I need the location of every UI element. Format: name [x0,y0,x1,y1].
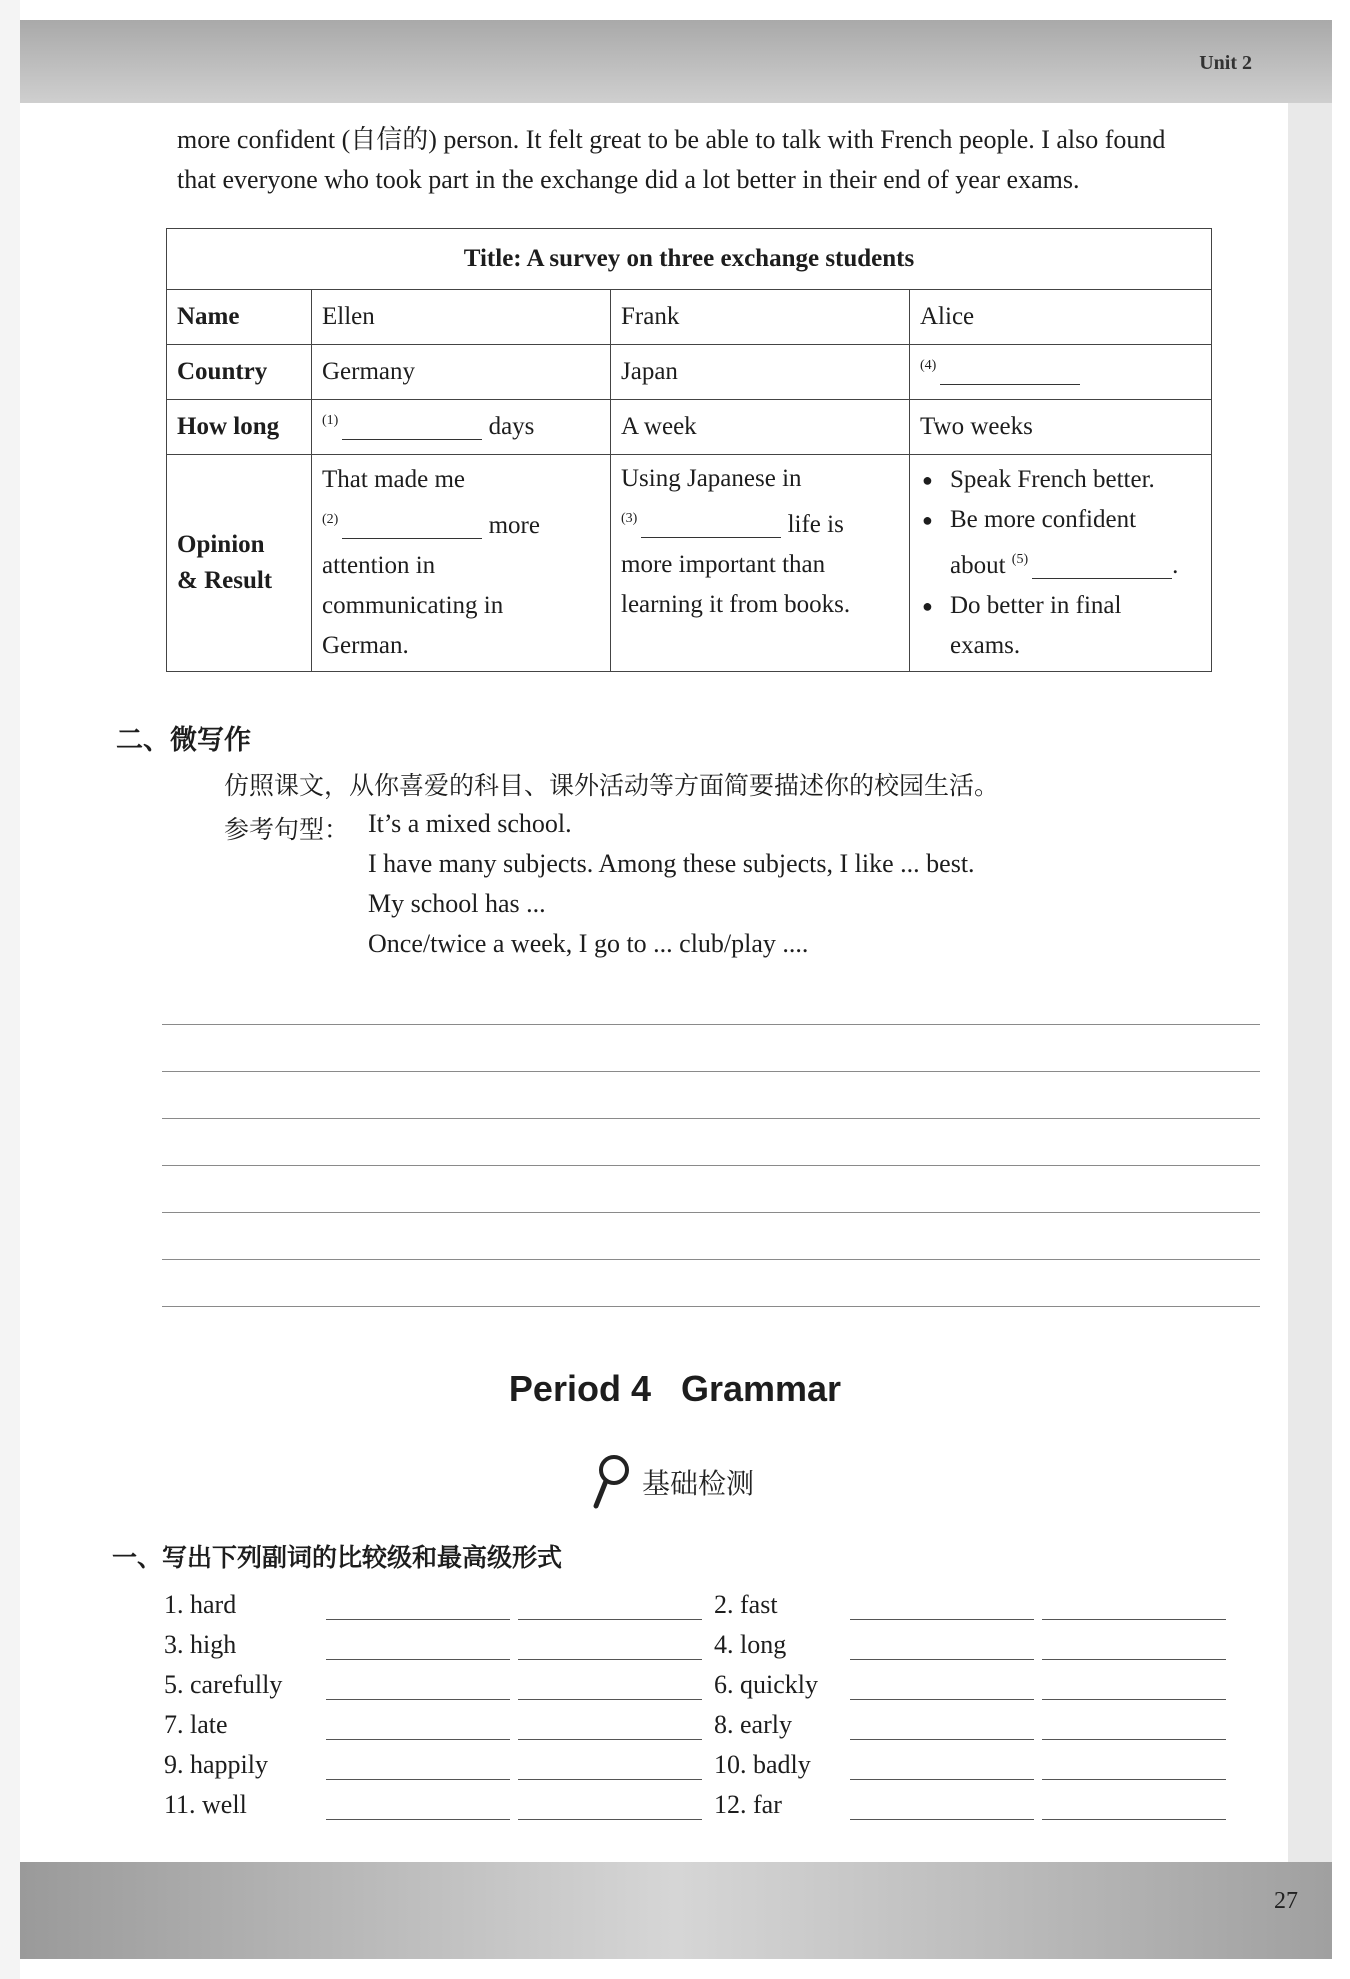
superlative-blank[interactable] [1042,1589,1226,1620]
list-item [160,1620,1260,1660]
cell-frank-name: Frank [611,290,910,345]
exercise-word: 6. quickly [714,1670,818,1699]
ellen-opinion-line3: attention in [322,552,436,579]
list-item: ● Be more confident about $^{(5)}$ . [950,500,1201,586]
exercise-word: 1. hard [164,1590,237,1619]
micro-writing-instruction: 仿照课文，从你喜爱的科目、课外活动等方面简要描述你的校园生活。 [224,771,1000,800]
superlative-blank[interactable] [518,1749,702,1780]
comparative-blank[interactable] [850,1789,1034,1820]
reference-sentence: I have many subjects. Among these subjects, I like ... best. [368,849,975,878]
frank-after-blank: life is [787,511,844,538]
exercise-word: 11. well [164,1790,247,1819]
cell-alice-howlong: Two weeks [910,400,1212,455]
list-item [950,586,1201,666]
alice-bullet-1: Speak French better. [950,466,1155,493]
comparative-blank[interactable] [326,1749,510,1780]
alice-bullet-3-cont: exams. [950,632,1021,659]
cell-alice-opinion [910,455,1212,672]
row-label-howlong: How long [167,400,312,455]
exercise-word: 9. happily [164,1750,268,1779]
ellen-opinion-line1: That made me [322,466,465,493]
blank-number-5: (5) [1011,552,1029,567]
table-row-country [167,345,1212,400]
table-row-howlong [167,400,1212,455]
blank-number-1: (1) [322,413,339,428]
cell-frank-howlong: A week [611,400,910,455]
blank-number-4: (4) [920,358,937,373]
comparative-blank[interactable] [326,1629,510,1660]
exercise-word: 10. badly [714,1750,811,1779]
reference-sentence: It’s a mixed school. [368,809,572,838]
exercise-word: 4. long [714,1630,787,1659]
exercise1-list [160,1580,1260,1820]
list-item [950,460,1201,500]
page-number: 27 [1274,1888,1298,1914]
superlative-blank[interactable] [518,1669,702,1700]
exercise-word: 3. high [164,1630,237,1659]
exercise-item-left [160,1749,710,1780]
superlative-blank[interactable] [518,1589,702,1620]
exercise-item-right [710,1709,1260,1740]
ellen-opinion-line4: communicating in [322,592,504,619]
row-label-opinion [167,455,312,672]
cell-frank-country: Japan [611,345,910,400]
frank-opinion-line4: learning it from books. [621,591,851,618]
superlative-blank[interactable] [1042,1709,1226,1740]
exercise-word: 7. late [164,1710,228,1739]
answer-blank-3[interactable] [641,511,781,538]
survey-title: Title: A survey on three exchange students [167,229,1212,290]
writing-line[interactable] [162,1072,1260,1119]
row-label-country: Country [167,345,312,400]
survey-table [166,228,1212,672]
answer-blank-5[interactable] [1032,552,1172,579]
alice-bullet-3: Do better in final [950,592,1122,619]
cell-ellen-opinion [312,455,611,672]
comparative-blank[interactable] [850,1669,1034,1700]
answer-blank-4[interactable] [940,358,1080,385]
exercise-item-left [160,1669,710,1700]
exercise-item-right [710,1669,1260,1700]
ellen-opinion-line5: German. [322,632,409,659]
comparative-blank[interactable] [850,1709,1034,1740]
scan-shadow-top [20,20,1332,103]
exercise-word: 5. carefully [164,1670,283,1699]
comparative-blank[interactable] [326,1589,510,1620]
comparative-blank[interactable] [326,1709,510,1740]
exercise-item-right [710,1589,1260,1620]
writing-line[interactable] [162,1166,1260,1213]
writing-area[interactable] [162,978,1260,1307]
cell-ellen-country: Germany [312,345,611,400]
cell-ellen-howlong [312,400,611,455]
exercise-word: 12. far [714,1790,782,1819]
blank-number-2: (2) [322,512,339,527]
superlative-blank[interactable] [1042,1629,1226,1660]
exercise-item-right [710,1789,1260,1820]
frank-opinion-line1: Using Japanese in [621,465,802,492]
frank-opinion-line2 [621,499,899,545]
reference-sentence: Once/twice a week, I go to ... club/play .... [368,929,809,958]
comparative-blank[interactable] [326,1669,510,1700]
intro-line-2: that everyone who took part in the exchange did a lot better in their end of year exams. [177,165,1080,194]
superlative-blank[interactable] [518,1709,702,1740]
scan-edge-right [1288,103,1332,1863]
basic-check-label: 基础检测 [642,1467,755,1500]
superlative-blank[interactable] [1042,1749,1226,1780]
unit-label: Unit 2 [1199,52,1252,74]
exercise-item-left [160,1589,710,1620]
alice-bullet-2-cont: about [950,552,1006,579]
comparative-blank[interactable] [326,1789,510,1820]
comparative-blank[interactable] [850,1629,1034,1660]
opinion-label-line1: Opinion [177,531,265,558]
blank-number-3: (3) [621,511,638,526]
ellen-after-blank: more [488,512,540,539]
table-row-name [167,290,1212,345]
answer-blank-2[interactable] [342,512,482,539]
comparative-blank[interactable] [850,1589,1034,1620]
list-item [160,1740,1260,1780]
writing-line[interactable] [162,1025,1260,1072]
list-item [160,1580,1260,1620]
frank-opinion-line3: more important than [621,551,826,578]
exercise-item-left [160,1709,710,1740]
cell-ellen-name: Ellen [312,290,611,345]
period-title: Period 4 Grammar [508,1368,842,1409]
superlative-blank[interactable] [1042,1789,1226,1820]
writing-line[interactable] [162,1213,1260,1260]
exercise-item-right [710,1749,1260,1780]
scan-shadow-bottom [20,1862,1332,1959]
exercise-word: 8. early [714,1710,792,1739]
cell-alice-name: Alice [910,290,1212,345]
reference-label: 参考句型： [224,815,350,844]
exercise-item-left [160,1629,710,1660]
alice-bullet-2: Be more confident [950,506,1137,533]
micro-writing-heading: 二、微写作 [116,725,251,756]
cell-frank-opinion [611,455,910,672]
days-label: days [488,413,535,440]
list-item [160,1660,1260,1700]
superlative-blank[interactable] [518,1629,702,1660]
reference-sentences [368,804,975,964]
table-row-opinion [167,455,1212,672]
writing-line[interactable] [162,978,1260,1025]
scan-edge-left [0,0,20,1979]
exercise-word: 2. fast [714,1590,778,1619]
exercise-item-right [710,1629,1260,1660]
alice-opinion-list [920,460,1201,666]
list-item [160,1780,1260,1820]
superlative-blank[interactable] [518,1789,702,1820]
superlative-blank[interactable] [1042,1669,1226,1700]
basic-check-heading [590,1454,754,1510]
writing-line[interactable] [162,1119,1260,1166]
ellen-opinion-line2 [322,500,600,546]
answer-blank-1[interactable] [342,413,482,440]
intro-paragraph [177,120,1257,200]
reference-sentence: My school has ... [368,889,546,918]
list-item [160,1700,1260,1740]
comparative-blank[interactable] [850,1749,1034,1780]
cell-alice-country [910,345,1212,400]
exercise-item-left [160,1789,710,1820]
intro-line-1: more confident (自信的) person. It felt great to be able to talk with French people. I also found [177,125,1166,154]
magnifier-icon [590,1454,630,1510]
exercise1-heading: 一、写出下列副词的比较级和最高级形式 [112,1543,563,1572]
writing-line[interactable] [162,1260,1260,1307]
opinion-label-line2: & Result [177,567,273,594]
row-label-name: Name [167,290,312,345]
